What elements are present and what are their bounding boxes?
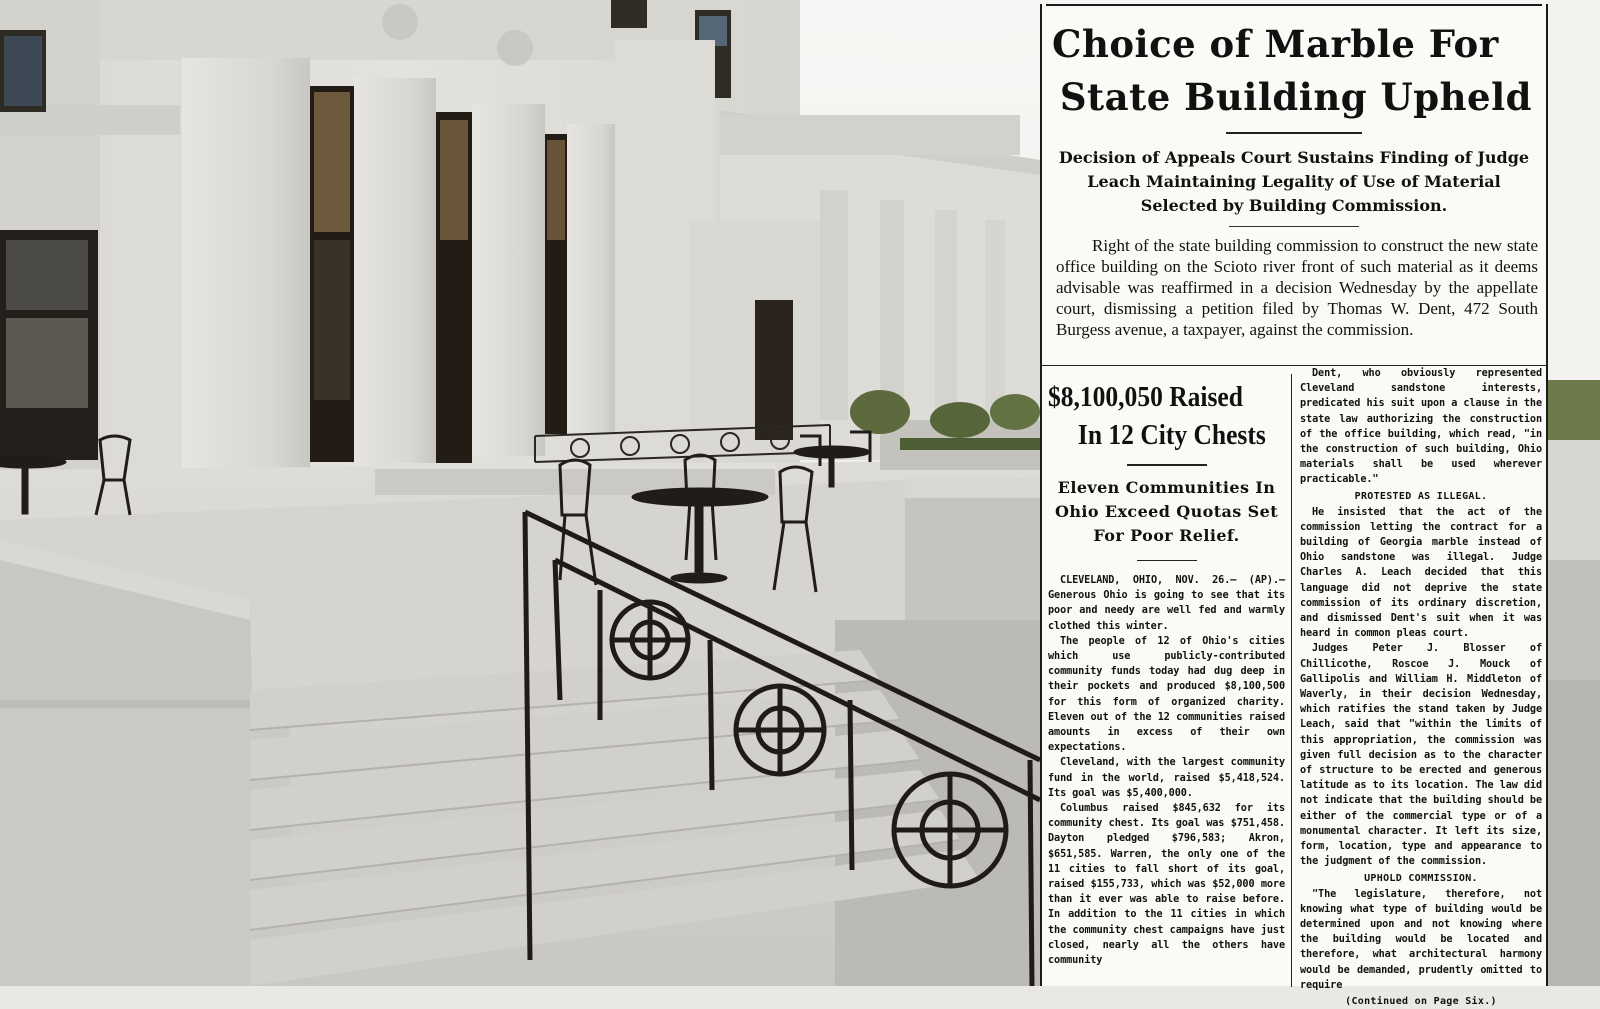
secondary-headline xyxy=(1048,378,1266,454)
body-paragraph: He insisted that the act of the commission letting the contract for a building of Georgia marble instead of Ohio sandstone was illegal. Judge Charles A. Leach decided that this language did not deprive the state commission of its ordinary discretion, and dismissed Dent's suit when it was heard in common pleas court. xyxy=(1300,506,1542,640)
secondary-deck: Eleven Communities In Ohio Exceed Quotas Set For Poor Relief. xyxy=(1055,478,1278,545)
body-paragraph: Dent, who obviously represented Cleveland sandstone interests, predicated his suit upon a clause in the state law authorizing the construction of the office building, which read, "in the construction of such building, Ohio materials shall be used wherever practicable." xyxy=(1300,368,1542,486)
secondary-headline-line-1: $8,100,050 Raised xyxy=(1048,381,1243,413)
section-heading: PROTESTED AS ILLEGAL. xyxy=(1354,490,1488,502)
divider xyxy=(1137,560,1197,561)
divider xyxy=(1127,464,1207,466)
section-heading: UPHOLD COMMISSION. xyxy=(1364,872,1478,884)
body-paragraph: Columbus raised $845,632 for its community chest. Its goal was $751,458. Dayton pledged $796,583; Akron, $651,585. Warren, the only one of the 11 cities to fall short of its goal, raised $155,733, which was $52,000 more than it ever was able to raise before. In addition to the 11 cities in which the community chest campaigns have just closed, nearly all the others have community xyxy=(1048,803,1285,967)
continued-note: (Continued on Page Six.) xyxy=(1345,995,1497,1007)
secondary-headline-line-2: In 12 City Chests xyxy=(1077,419,1266,451)
main-headline xyxy=(1052,18,1536,124)
left-column xyxy=(1048,374,1292,987)
body-paragraph: "The legislature, therefore, not knowing what type of building would be determined upon and not knowing where the building would be located and therefore, what architectural harmony would be demanded, prudently omitted to require xyxy=(1300,888,1542,991)
body-paragraph: The people of 12 of Ohio's cities which use publicly-contributed community funds today had dug deep in their pockets and produced $8,100,500 for this form of organized charity. Eleven out of the 12 communities raised amounts in excess of their own expectations. xyxy=(1048,635,1285,754)
divider xyxy=(1226,132,1362,134)
lead-paragraph: Right of the state building commission to construct the new state office building on the Scioto river front of such material as it deems advisable was reaffirmed in a decision Wednesday by the appellate court, dismissing a petition filed by Thomas W. Dent, 472 South Burgess avenue, a taxpayer, against the commission. xyxy=(1056,236,1538,339)
dateline-paragraph: CLEVELAND, OHIO, NOV. 26.— (AP).—Generous Ohio is going to see that its poor and needy are well fed and warmly clothed this winter. xyxy=(1048,575,1285,632)
body-paragraph: Judges Peter J. Blosser of Chillicothe, Roscoe J. Mouck of Gallipolis and William H. Middleton of Waverly, in their decision Wednesday, which ratifies the stand taken by Judge Leach, said that "within the limits of this appropriation, the commission was given full decision as to the character of structure to be erected and generous latitude as to its location. The law did not indicate that the building should be either of the commercial type or of a monumental character. It left its size, form, location, type and appearance to the judgment of the commission. xyxy=(1300,643,1542,868)
top-rule xyxy=(1046,4,1542,6)
body-paragraph: Cleveland, with the largest community fund in the world, raised $5,418,524. Its goal was $5,400,000. xyxy=(1048,757,1285,799)
headline-line-2: State Building Upheld xyxy=(1059,75,1532,119)
main-deck: Decision of Appeals Court Sustains Finding of Judge Leach Maintaining Legality of Use of Material Selected by Building Commission. xyxy=(1058,148,1530,215)
article-columns xyxy=(1042,365,1546,1007)
divider xyxy=(1229,226,1359,227)
newspaper-clipping xyxy=(1040,4,1548,1007)
right-column xyxy=(1300,366,1542,1007)
headline-line-1: Choice of Marble For xyxy=(1052,22,1499,66)
